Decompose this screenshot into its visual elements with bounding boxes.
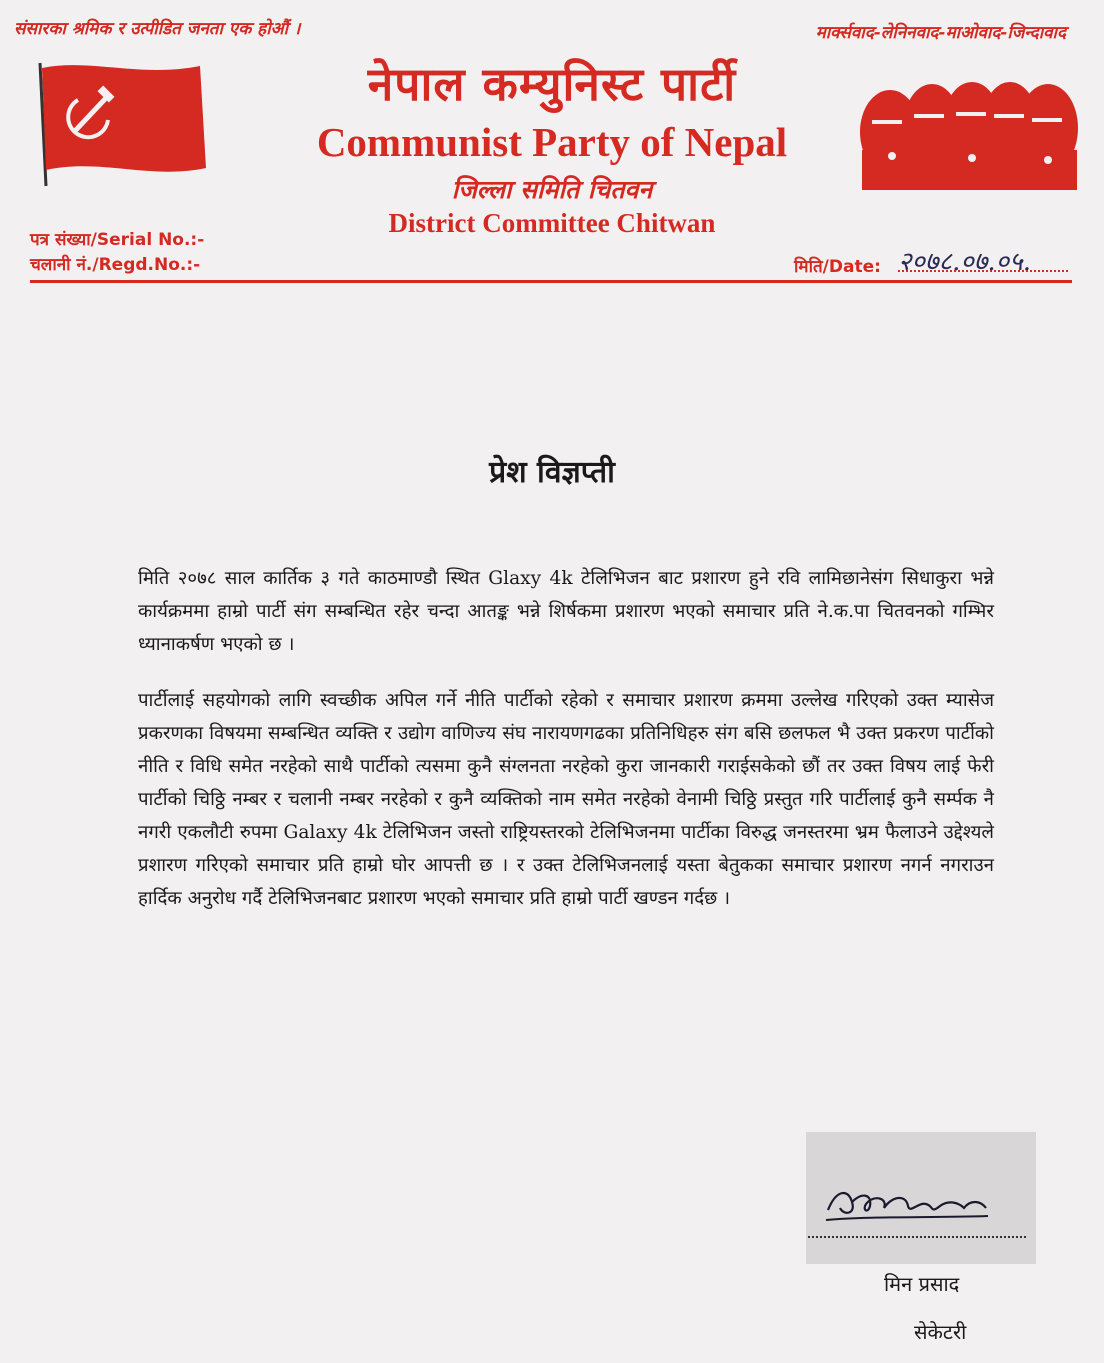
paragraph-1: मिति २०७८ साल कार्तिक ३ गते काठमाण्डौ स्थित Glaxy 4k टेलिभिजन बाट प्रशारण हुने रवि लामिछानेसंग सिधाकुरा भन्ने कार्यक्रममा हाम्रो पार्टी संग सम्बन्धित रहेर चन्दा आतङ्क भन्ने शिर्षकमा प्रशारण भएको समाचार प्रति ने.क.पा चितवनको गम्भिर ध्यानाकर्षण भएको छ । — [138, 568, 994, 655]
page-title: प्रेश विज्ञप्ती — [489, 455, 615, 490]
date-dotted-line — [898, 270, 1068, 272]
party-name-english: Communist Party of Nepal — [316, 119, 788, 165]
signature-dotted-line — [808, 1236, 1026, 1238]
date-label: मिति/Date: — [794, 257, 881, 277]
registration-number-label: चलानी नं./Regd.No.:- — [30, 255, 201, 275]
signatory-name: मिन प्रसाद — [884, 1272, 960, 1296]
district-name-nepali: जिल्ला समिति चितवन — [451, 175, 653, 204]
reference-fields — [30, 228, 204, 278]
district-name-english: District Committee Chitwan — [388, 208, 716, 238]
date-value: २०७८.०७.०५. — [898, 247, 1031, 277]
signatory-title: सेकेटरी — [914, 1320, 967, 1344]
paragraph-2: पार्टीलाई सहयोगको लागि स्वच्छीक अपिल गर्ने नीति पार्टीको रहेको र समाचार प्रशारण क्रममा उल्लेख गरिएको उक्त म्यासेज प्रकरणका विषयमा सम्बन्धित व्यक्ति र उद्योग वाणिज्य संघ नारायणगढका प्रतिनिधिहरु संग बसि छलफल भै उक्त प्रकरण पार्टीको नीति र विधि समेत नरहेको साथै पार्टीको त्यसमा कुनै संग्लनता नरहेको कुरा जानकारी गराईसकेको छौं तर उक्त विषय लाई फेरी पार्टीको चिठ्ठि नम्बर र चलानी नम्बर नरहेको र कुनै व्यक्तिको नाम समेत नरहेको वेनामी चिठ्ठि प्रस्तुत गरि पार्टीलाई कुनै सर्म्पक नै नगरी एकलौटी रुपमा Galaxy 4k टेलिभिजन जस्तो राष्ट्रियस्तरको टेलिभिजनमा पार्टीका विरुद्ध जनस्तरमा भ्रम फैलाउने उद्देश्यले प्रशारण गरिएको समाचार प्रति हाम्रो घोर आपत्ती छ । र उक्त टेलिभिजनलाई यस्ता बेतुकका समाचार प्रशारण नगर्न नगराउन हार्दिक अनुरोध गर्दै टेलिभिजनबाट प्रशारण भएको समाचार प्रति हाम्रो पार्टी खण्डन गर्दछ । — [138, 690, 994, 909]
slogan-right: मार्क्सवाद-लेनिनवाद-माओवाद-जिन्दावाद — [815, 23, 1066, 43]
slogan-left: संसारका श्रमिक र उत्पीडित जनता एक होऔं । — [14, 19, 301, 39]
party-name-nepali: नेपाल कम्युनिस्ट पार्टी — [367, 57, 737, 111]
serial-number-label: पत्र संख्या/Serial No.:- — [30, 230, 205, 250]
signature-icon — [822, 1180, 992, 1228]
header-divider — [30, 280, 1072, 283]
